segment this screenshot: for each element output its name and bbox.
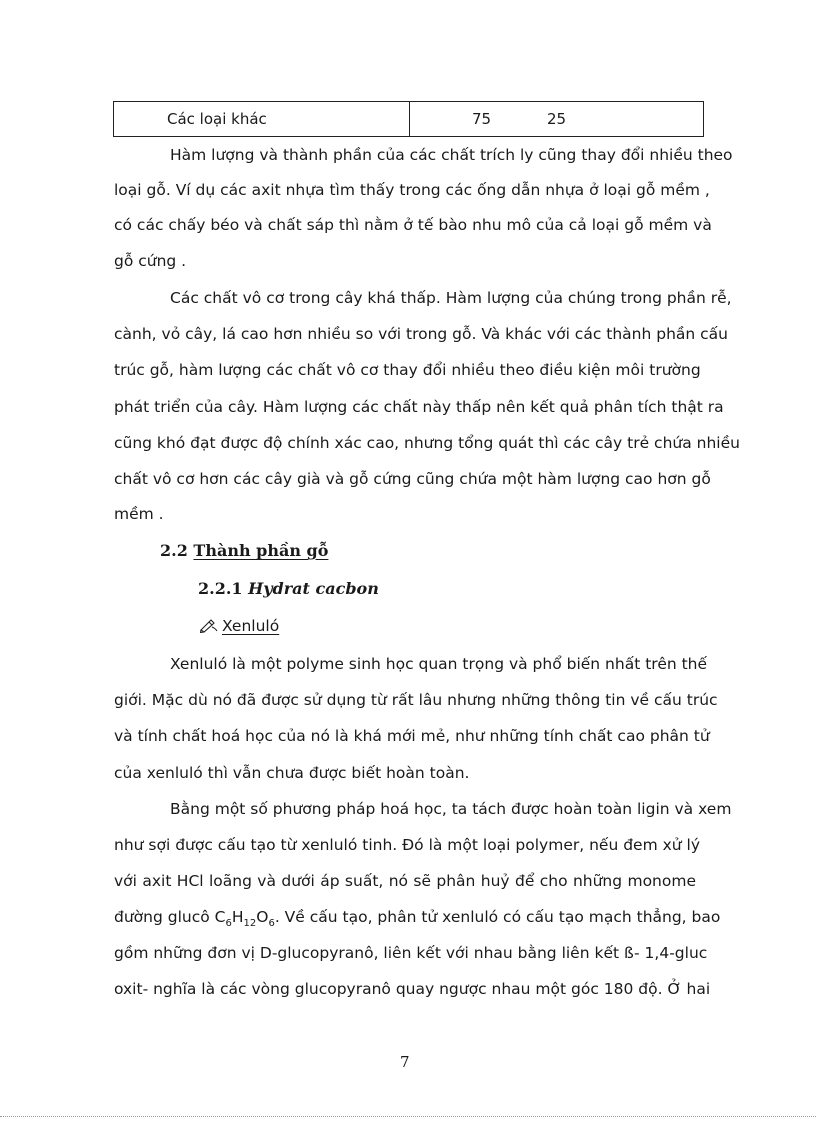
table-value-1: 75 bbox=[472, 110, 492, 128]
pen-hand-icon bbox=[200, 619, 218, 633]
page-number: 7 bbox=[400, 1053, 410, 1071]
paragraph-line: oxit- nghĩa là các vòng glucopyranô quay ngược nhau một góc 180 độ. Ở hai bbox=[114, 980, 711, 998]
paragraph-line: gồm những đơn vị D-glucopyranô, liên kết với nhau bằng liên kết ß- 1,4-gluc bbox=[114, 944, 708, 962]
paragraph-line: mềm . bbox=[114, 505, 164, 523]
paragraph-line: Xenluló là một polyme sinh học quan trọng và phổ biến nhất trên thế bbox=[170, 655, 708, 673]
subsection-number: 2.2.1 bbox=[198, 579, 243, 598]
page-divider bbox=[0, 1116, 816, 1117]
paragraph-line: loại gỗ. Ví dụ các axit nhựa tìm thấy trong các ống dẫn nhựa ở loại gỗ mềm , bbox=[114, 181, 710, 199]
section-heading bbox=[160, 541, 328, 560]
paragraph-line: trúc gỗ, hàm lượng các chất vô cơ thay đổi nhiều theo điều kiện môi trường bbox=[114, 361, 701, 379]
table-row bbox=[113, 101, 704, 137]
bullet-text: Xenluló bbox=[222, 617, 280, 635]
paragraph-line: và tính chất hoá học của nó là khá mới mẻ, như những tính chất cao phân tử bbox=[114, 727, 710, 745]
subsection-heading bbox=[198, 579, 379, 598]
paragraph-line: cành, vỏ cây, lá cao hơn nhiều so với trong gỗ. Và khác với các thành phần cấu bbox=[114, 325, 729, 343]
table-value-2: 25 bbox=[547, 110, 567, 128]
paragraph-line: gỗ cứng . bbox=[114, 252, 187, 270]
paragraph-line: của xenluló thì vẫn chưa được biết hoàn toàn. bbox=[114, 764, 470, 782]
section-title: Thành phần gỗ bbox=[193, 541, 329, 560]
bullet-item bbox=[200, 617, 279, 635]
paragraph-line: với axit HCl loãng và dưới áp suất, nó sẽ phân huỷ để cho những monome bbox=[114, 872, 696, 890]
table-cell-label: Các loại khác bbox=[114, 102, 410, 136]
paragraph-line: chất vô cơ hơn các cây già và gỗ cứng cũng chứa một hàm lượng cao hơn gỗ bbox=[114, 470, 711, 488]
table-cell-values bbox=[410, 102, 703, 136]
paragraph-line: Các chất vô cơ trong cây khá thấp. Hàm lượng của chúng trong phần rễ, bbox=[170, 289, 732, 307]
paragraph-line: cũng khó đạt được độ chính xác cao, nhưng tổng quát thì các cây trẻ chứa nhiều bbox=[114, 434, 740, 452]
subsection-title: Hydrat cacbon bbox=[248, 579, 379, 598]
paragraph-line: giới. Mặc dù nó đã được sử dụng từ rất lâu nhưng những thông tin về cấu trúc bbox=[114, 691, 718, 709]
section-number: 2.2 bbox=[160, 541, 188, 560]
paragraph-line: phát triển của cây. Hàm lượng các chất này thấp nên kết quả phân tích thật ra bbox=[114, 398, 724, 416]
paragraph-line: có các chấy béo và chất sáp thì nằm ở tế bào nhu mô của cả loại gỗ mềm và bbox=[114, 216, 712, 234]
paragraph-line: như sợi được cấu tạo từ xenluló tinh. Đó là một loại polymer, nếu đem xử lý bbox=[114, 836, 700, 854]
paragraph-line: Bằng một số phương pháp hoá học, ta tách được hoàn toàn ligin và xem bbox=[170, 800, 732, 818]
paragraph-line-formula: đường glucô $C_6H_{12}O_6$. Về cấu tạo, phân tử xenluló có cấu tạo mạch thẳng, bao bbox=[114, 908, 721, 930]
paragraph-line: Hàm lượng và thành phần của các chất trích ly cũng thay đổi nhiều theo bbox=[170, 146, 733, 164]
